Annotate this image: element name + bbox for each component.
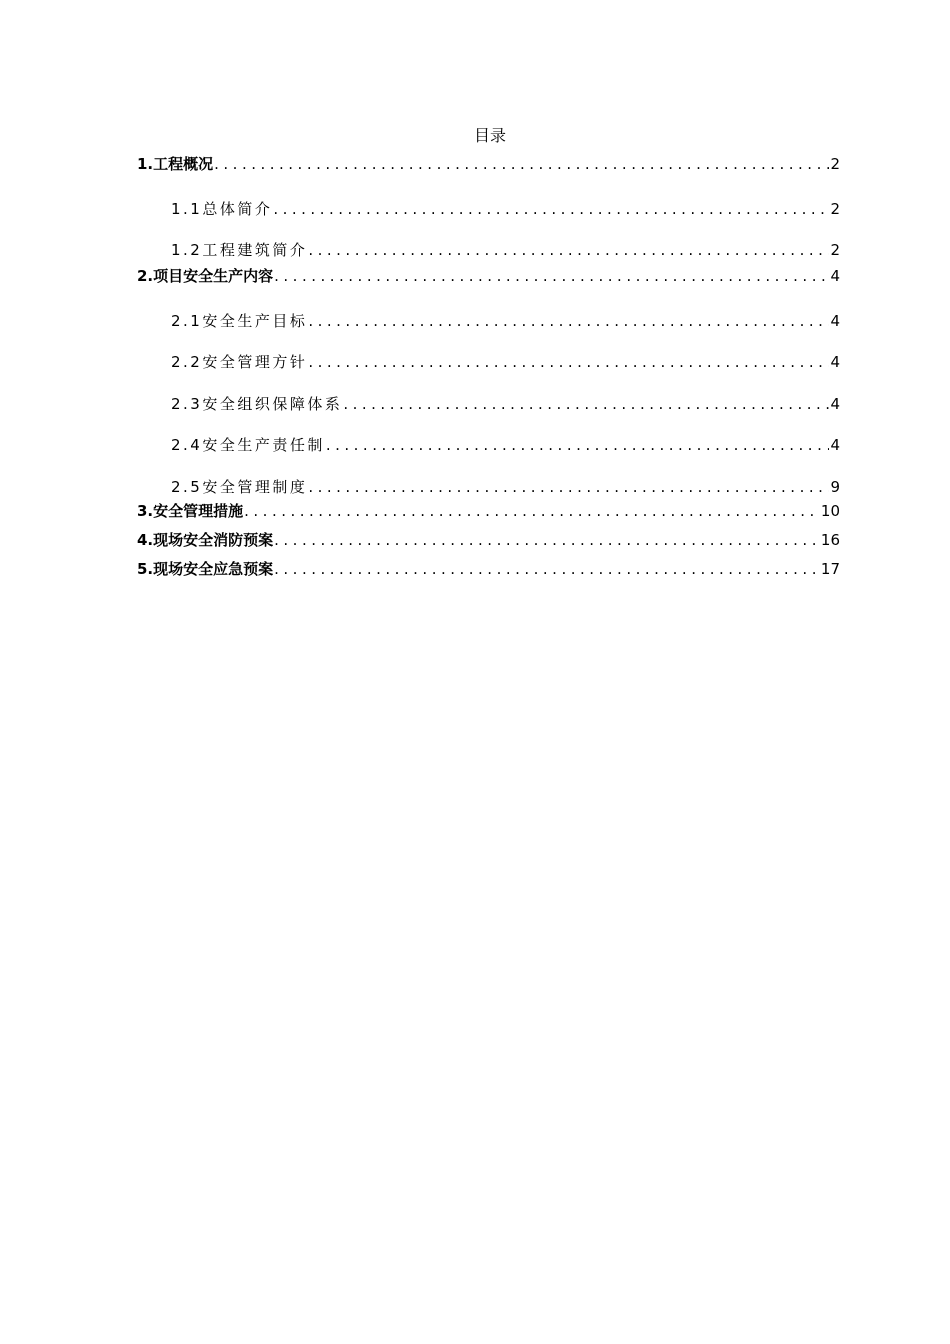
toc-entry-label: 1.2工程建筑简介	[171, 241, 308, 259]
toc-entry-label: 1.工程概况	[137, 155, 214, 173]
toc-leader-dots	[273, 199, 829, 219]
toc-entry-3[interactable]	[137, 501, 840, 521]
toc-entry-2[interactable]	[137, 266, 840, 286]
toc-entry-1-2[interactable]	[171, 240, 840, 260]
toc-entry-2-2[interactable]	[171, 352, 840, 372]
toc-entry-label: 4.现场安全消防预案	[137, 531, 274, 549]
toc-leader-dots	[274, 530, 820, 550]
toc-entry-2-3[interactable]	[171, 394, 840, 414]
toc-entry-page: 4	[830, 353, 840, 371]
toc-entry-2-4[interactable]	[171, 435, 840, 455]
toc-leader-dots	[343, 394, 829, 414]
toc-leader-dots	[244, 501, 820, 521]
toc-entry-page: 17	[820, 560, 840, 578]
toc-entry-2-5[interactable]	[171, 477, 840, 497]
toc-entry-page: 4	[830, 395, 840, 413]
toc-leader-dots	[274, 559, 820, 579]
toc-entry-page: 16	[820, 531, 840, 549]
toc-entry-label: 2.5安全管理制度	[171, 478, 308, 496]
toc-leader-dots	[308, 311, 829, 331]
toc-title: 目录	[473, 126, 506, 145]
toc-entry-page: 4	[830, 436, 840, 454]
toc-entry-label: 1.1总体简介	[171, 200, 273, 218]
toc-entry-page: 9	[830, 478, 840, 496]
toc-entry-label: 2.项目安全生产内容	[137, 267, 274, 285]
toc-entry-label: 2.3安全组织保障体系	[171, 395, 343, 413]
toc-entry-label: 2.1安全生产目标	[171, 312, 308, 330]
toc-entry-page: 10	[820, 502, 840, 520]
toc-entry-4[interactable]	[137, 530, 840, 550]
toc-entry-label: 5.现场安全应急预案	[137, 560, 274, 578]
toc-leader-dots	[308, 477, 829, 497]
toc-entry-page: 2	[830, 155, 840, 173]
toc-leader-dots	[274, 266, 829, 286]
toc-entry-2-1[interactable]	[171, 311, 840, 331]
toc-entry-page: 4	[830, 267, 840, 285]
toc-entry-1[interactable]	[137, 154, 840, 174]
toc-leader-dots	[308, 240, 829, 260]
toc-entry-page: 2	[830, 241, 840, 259]
toc-leader-dots	[214, 154, 829, 174]
toc-entry-page: 4	[830, 312, 840, 330]
toc-entry-page: 2	[830, 200, 840, 218]
toc-leader-dots	[308, 352, 829, 372]
toc-entry-1-1[interactable]	[171, 199, 840, 219]
toc-entry-label: 2.4安全生产责任制	[171, 436, 325, 454]
toc-entry-label: 3.安全管理措施	[137, 502, 244, 520]
toc-entry-label: 2.2安全管理方针	[171, 353, 308, 371]
toc-entry-5[interactable]	[137, 559, 840, 579]
toc-leader-dots	[326, 435, 830, 455]
